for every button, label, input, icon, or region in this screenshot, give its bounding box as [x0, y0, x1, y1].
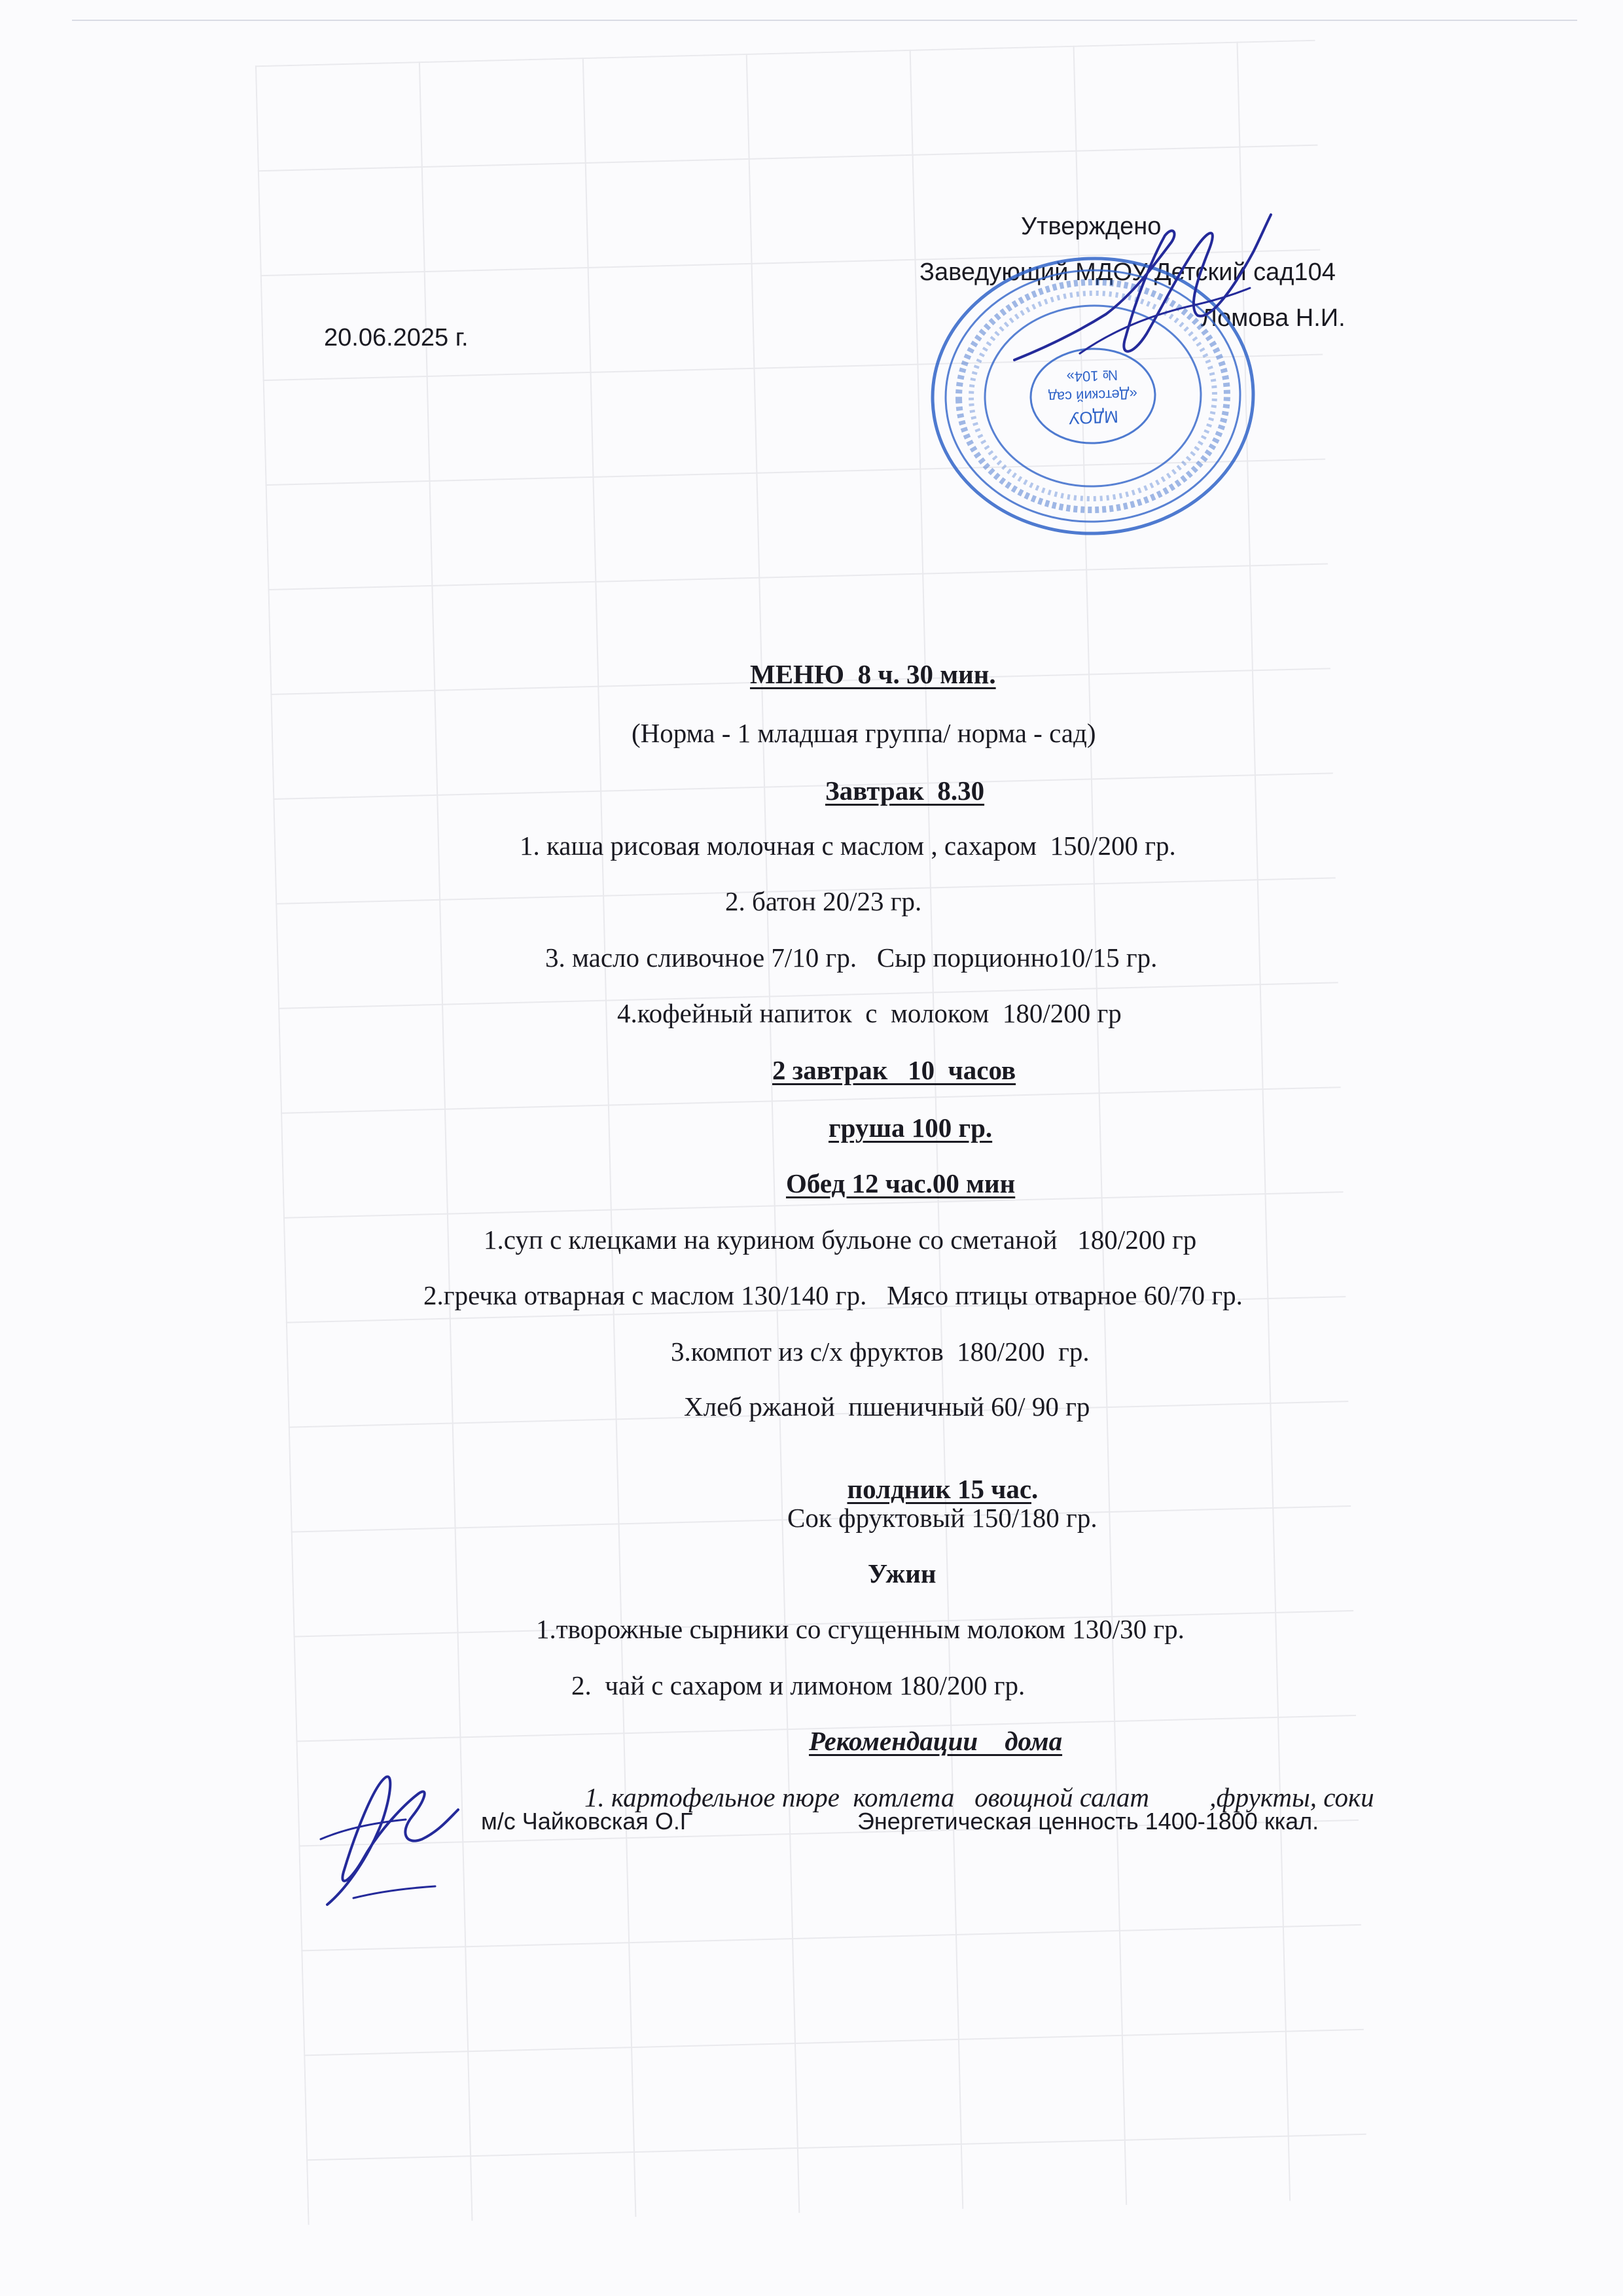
document-date: 20.06.2025 г.: [324, 324, 469, 351]
snack-heading-text: полдник 15 час: [847, 1474, 1032, 1504]
lunch-item: 2.гречка отварная с маслом 130/140 гр. Мясо птицы отварное 60/70 гр.: [423, 1280, 1243, 1310]
nurse-name: м/с Чайковская О.Г: [481, 1808, 693, 1835]
breakfast-item: 2. батон 20/23 гр.: [725, 886, 922, 916]
energy-value: Энергетическая ценность 1400-1800 ккал.: [857, 1808, 1319, 1835]
dinner-heading: Ужин: [868, 1558, 936, 1588]
breakfast-item: 1. каша рисовая молочная с маслом , сахаром 150/200 гр.: [520, 831, 1176, 861]
dinner-item: 1.творожные сырники со сгущенным молоком 130/30 гр.: [536, 1614, 1185, 1644]
seal-center-line-2: «Детский сад: [1048, 386, 1138, 406]
menu-title: МЕНЮ 8 ч. 30 мин.: [750, 659, 996, 689]
lunch-item: 3.компот из с/х фруктов 180/200 гр.: [671, 1336, 1090, 1367]
dinner-item: 2. чай с сахаром и лимоном 180/200 гр.: [571, 1670, 1026, 1700]
second-breakfast-heading: 2 завтрак 10 часов: [772, 1055, 1016, 1085]
head-signature: [1001, 196, 1276, 412]
recommendations-item: 1. картофельное пюре котлета овощной салат ,фрукты, соки: [584, 1782, 1374, 1812]
seal-center-line-1: МДОУ: [1068, 406, 1119, 429]
nurse-signature: [308, 1748, 471, 1918]
snack-heading-tail: .: [1031, 1474, 1039, 1504]
head-role: Заведующий МДОУ Детский сад104: [919, 259, 1336, 286]
lunch-heading: Обед 12 час.00 мин: [786, 1168, 1016, 1198]
lunch-item: 1.суп с клецками на курином бульоне со сметаной 180/200 гр: [484, 1225, 1197, 1255]
recommendations-heading: Рекомендации дома: [809, 1726, 1063, 1756]
lunch-item: Хлеб ржаной пшеничный 60/ 90 гр: [684, 1391, 1090, 1422]
seal-center-line-3: № 104»: [1066, 367, 1118, 386]
breakfast-item: 4.кофейный напиток с молоком 180/200 гр: [617, 998, 1122, 1028]
show-through-line: [72, 20, 1577, 21]
breakfast-heading: Завтрак 8.30: [825, 776, 985, 806]
second-breakfast-item: груша 100 гр.: [829, 1113, 993, 1143]
menu-subtitle: (Норма - 1 младшая группа/ норма - сад): [632, 718, 1096, 748]
head-name: Ломова Н.И.: [1201, 304, 1346, 332]
approval-label: Утверждено: [1021, 213, 1162, 240]
breakfast-item: 3. масло сливочное 7/10 гр. Сыр порционно10/15 гр.: [545, 942, 1158, 973]
snack-item: Сок фруктовый 150/180 гр.: [787, 1503, 1097, 1533]
